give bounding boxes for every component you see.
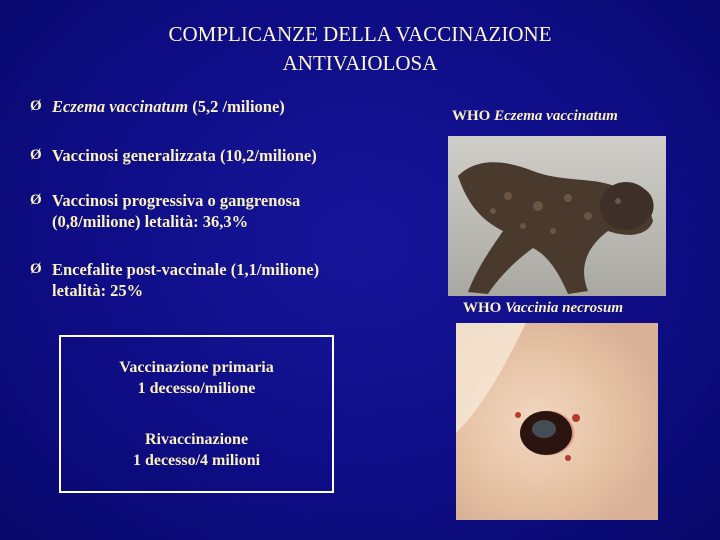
infant-figure: [448, 136, 666, 296]
vaccinia-necrosum-photo: [456, 323, 658, 520]
arrow-bullet-icon: Ø: [30, 261, 42, 277]
caption-eczema-vaccinatum: WHO Eczema vaccinatum: [452, 108, 618, 124]
bullet-line-1: Encefalite post-vaccinale (1,1/milione): [52, 260, 320, 279]
bullet-encefalite: [30, 259, 430, 301]
slide-title: [0, 20, 720, 78]
bullet-line-2: (0,8/milione) letalità: 36,3%: [52, 212, 249, 231]
arrow-bullet-icon: Ø: [30, 98, 42, 114]
title-line-2: ANTIVAIOLOSA: [282, 51, 438, 75]
primary-vaccination-label: Vaccinazione primaria: [119, 359, 274, 376]
bullet-eczema: [30, 96, 430, 117]
bullet-vaccinosi-progressiva: [30, 190, 430, 232]
bullet-line-1: Vaccinosi progressiva o gangrenosa: [52, 191, 301, 210]
bullet-vaccinosi-generalizzata: [30, 145, 430, 166]
mortality-box: [59, 335, 334, 493]
primary-vaccination-group: [61, 357, 332, 399]
bullet-eczema-em: Eczema vaccinatum: [52, 97, 189, 116]
revaccination-group: [61, 429, 332, 471]
bullet-line-2: letalità: 25%: [52, 281, 144, 300]
bullet-eczema-text: (5,2 /milione): [188, 97, 285, 116]
arrow-bullet-icon: Ø: [30, 147, 42, 163]
necrotic-lesion: [456, 323, 658, 520]
title-line-1: COMPLICANZE DELLA VACCINAZIONE: [168, 22, 552, 46]
bullet-text: Vaccinosi generalizzata (10,2/milione): [52, 146, 317, 165]
eczema-vaccinatum-photo: [448, 136, 666, 296]
primary-vaccination-rate: 1 decesso/milione: [137, 380, 256, 397]
revaccination-rate: 1 decesso/4 milioni: [132, 452, 261, 469]
caption-vaccinia-necrosum: WHO Vaccinia necrosum: [463, 300, 624, 316]
revaccination-label: Rivaccinazione: [144, 431, 249, 448]
arrow-bullet-icon: Ø: [30, 192, 42, 208]
